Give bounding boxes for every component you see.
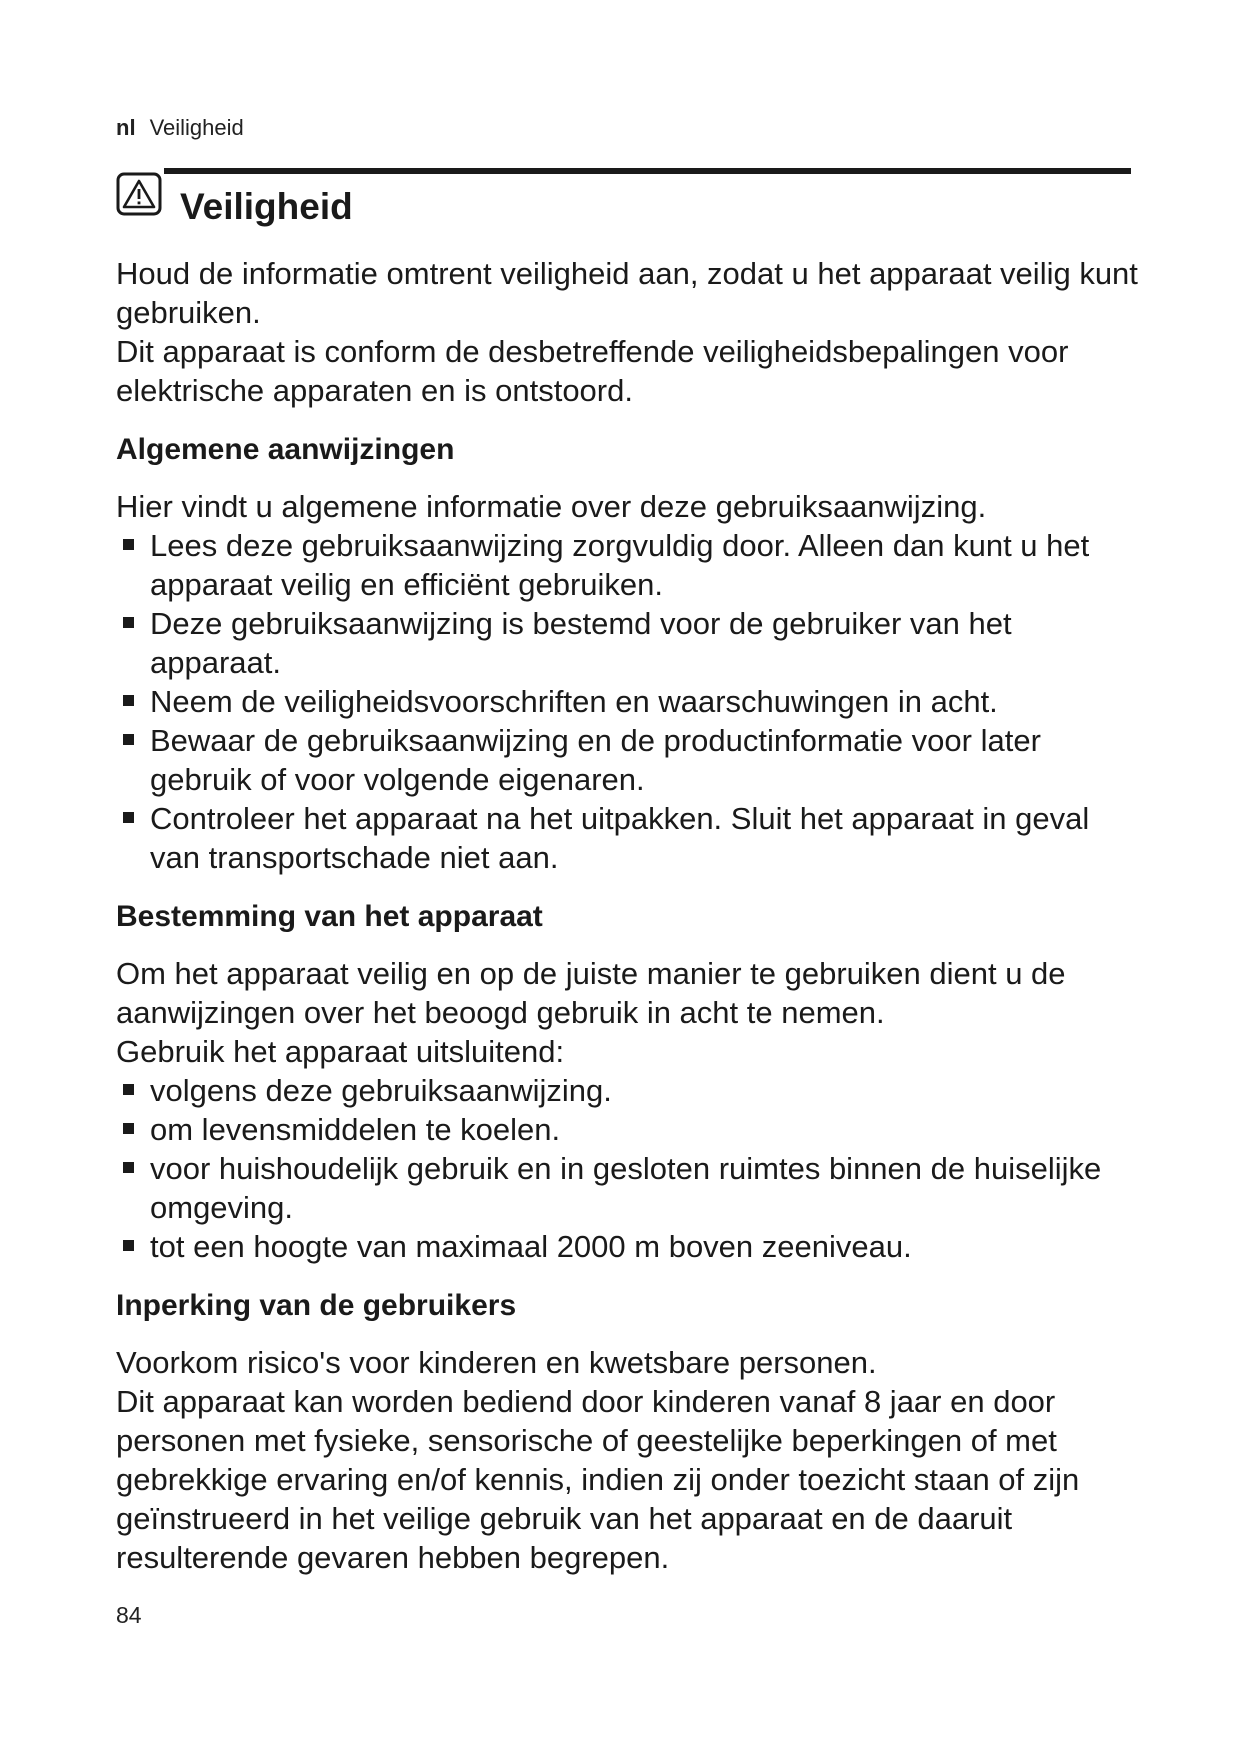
list-item: tot een hoogte van maximaal 2000 m boven zeeniveau. [116, 1227, 1146, 1266]
list-item: om levensmiddelen te koelen. [116, 1110, 1146, 1149]
running-header [116, 116, 244, 140]
list-item: Lees deze gebruiksaanwijzing zorgvuldig door. Alleen dan kunt u het apparaat veilig en efficiënt gebruiken. [116, 526, 1146, 604]
section-intended-use-paragraph-2: Gebruik het apparaat uitsluitend: [116, 1034, 565, 1069]
intro-paragraph-2: Dit apparaat is conform de desbetreffende veiligheidsbepalingen voor elektrische apparaten en is ontstoord. [116, 334, 1069, 408]
bullet-square-icon [123, 1084, 134, 1095]
bullet-square-icon [123, 1240, 134, 1251]
section-intended-use-paragraph-1: Om het apparaat veilig en op de juiste manier te gebruiken dient u de aanwijzingen over het beoogd gebruik in acht te nemen. [116, 956, 1066, 1030]
bullet-square-icon [123, 617, 134, 628]
bullet-square-icon [123, 1123, 134, 1134]
bullet-square-icon [123, 1162, 134, 1173]
section-general-bullet-list [116, 526, 1146, 877]
section-user-restrictions-paragraph-1: Voorkom risico's voor kinderen en kwetsbare personen. [116, 1345, 877, 1380]
list-item: volgens deze gebruiksaanwijzing. [116, 1071, 1146, 1110]
list-item: Bewaar de gebruiksaanwijzing en de productinformatie voor later gebruik of voor volgende eigenaren. [116, 721, 1146, 799]
running-header-section: Veiligheid [149, 115, 244, 140]
page-title: Veiligheid [180, 186, 353, 227]
manual-page [116, 0, 1146, 1754]
section-heading-general: Algemene aanwijzingen [116, 433, 455, 466]
bullet-square-icon [123, 812, 134, 823]
list-item: Neem de veiligheidsvoorschriften en waarschuwingen in acht. [116, 682, 1146, 721]
list-item: voor huishoudelijk gebruik en in gesloten ruimtes binnen de huiselijke omgeving. [116, 1149, 1146, 1227]
bullet-square-icon [123, 734, 134, 745]
section-heading-intended-use: Bestemming van het apparaat [116, 900, 543, 933]
bullet-square-icon [123, 539, 134, 550]
list-item: Deze gebruiksaanwijzing is bestemd voor de gebruiker van het apparaat. [116, 604, 1146, 682]
section-general-paragraph-1: Hier vindt u algemene informatie over deze gebruiksaanwijzing. [116, 489, 987, 524]
warning-triangle-icon [116, 172, 162, 216]
section-user-restrictions-paragraph-2: Dit apparaat kan worden bediend door kinderen vanaf 8 jaar en door personen met fysieke, sensorische of geestelijke beperkingen of met gebrekkige ervaring en/of kennis, indien zij onder toezicht staan of zijn geïnstrueerd in het veilige gebruik van het apparaat en de daaruit resulterende gevaren hebben begrepen. [116, 1384, 1080, 1575]
title-rule [164, 168, 1131, 174]
section-heading-user-restrictions: Inperking van de gebruikers [116, 1289, 517, 1322]
content [116, 254, 1146, 1577]
list-item: Controleer het apparaat na het uitpakken. Sluit het apparaat in geval van transportschade niet aan. [116, 799, 1146, 877]
bullet-square-icon [123, 695, 134, 706]
language-code: nl [116, 115, 136, 140]
section-intended-use-bullet-list [116, 1071, 1146, 1266]
title-block [116, 168, 1131, 228]
intro-paragraph-1: Houd de informatie omtrent veiligheid aan, zodat u het apparaat veilig kunt gebruiken. [116, 256, 1138, 330]
page-number: 84 [116, 1602, 142, 1628]
